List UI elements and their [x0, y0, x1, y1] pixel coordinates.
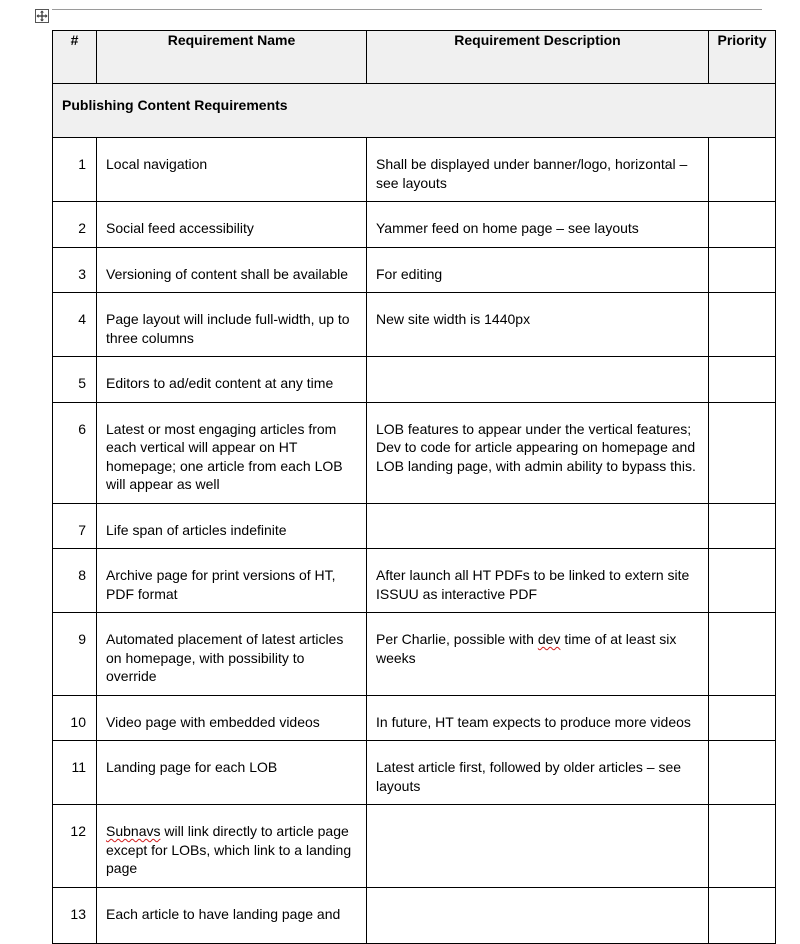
- requirement-description: After launch all HT PDFs to be linked to extern site ISSUU as interactive PDF: [376, 567, 690, 602]
- document-top-rule: [52, 9, 762, 10]
- row-number: 13: [70, 905, 86, 922]
- description-text: Per Charlie, possible with: [376, 631, 538, 647]
- row-number: 2: [78, 220, 86, 236]
- priority-cell: [709, 202, 775, 228]
- requirement-description: Shall be displayed under banner/logo, horizontal – see layouts: [376, 156, 688, 191]
- priority-cell: [709, 805, 775, 831]
- requirement-description: [367, 357, 708, 383]
- requirement-name: Archive page for print versions of HT, PDF format: [106, 567, 336, 602]
- requirement-name: Latest or most engaging articles from each vertical will appear on HT homepage; one article from each LOB will appear as well: [106, 420, 343, 492]
- priority-cell: [709, 696, 775, 722]
- requirement-name: Each article to have landing page and: [106, 905, 341, 922]
- priority-cell: [709, 888, 775, 914]
- requirement-name: Video page with embedded videos: [106, 713, 320, 730]
- table-row: [53, 805, 776, 888]
- row-number: 6: [78, 420, 86, 437]
- row-number: 11: [71, 759, 86, 775]
- requirement-description: Latest article first, followed by older articles – see layouts: [376, 759, 682, 794]
- table-row: [53, 357, 776, 403]
- table-row: [53, 503, 776, 549]
- table-row: [53, 549, 776, 613]
- move-arrows-icon: [36, 10, 48, 22]
- requirement-description: [367, 613, 708, 676]
- requirement-name: Landing page for each LOB: [106, 759, 278, 775]
- row-number: 12: [70, 823, 86, 839]
- header-number: #: [53, 31, 97, 84]
- table-row: [53, 741, 776, 805]
- table-row: [53, 293, 776, 357]
- priority-cell: [709, 504, 775, 530]
- spellcheck-flagged-word[interactable]: dev: [537, 631, 561, 647]
- requirement-name: Social feed accessibility: [106, 220, 254, 236]
- row-number: 1: [78, 156, 86, 172]
- header-priority: Priority: [709, 31, 776, 84]
- requirements-table: [52, 30, 776, 944]
- priority-cell: [709, 293, 775, 319]
- table-row: [53, 887, 776, 943]
- table-row: [53, 402, 776, 503]
- requirement-name: [97, 805, 366, 887]
- table-row: [53, 138, 776, 202]
- priority-cell: [709, 741, 775, 767]
- requirement-name: Page layout will include full-width, up to three columns: [106, 311, 350, 346]
- section-row: [53, 84, 776, 138]
- table-row: [53, 202, 776, 248]
- requirement-description: Yammer feed on home page – see layouts: [376, 220, 639, 236]
- requirement-name: Local navigation: [106, 156, 208, 172]
- requirement-description: In future, HT team expects to produce more videos: [376, 713, 691, 730]
- requirement-description: New site width is 1440px: [376, 311, 531, 327]
- row-number: 9: [78, 631, 86, 647]
- priority-cell: [709, 613, 775, 639]
- requirement-name: Editors to ad/edit content at any time: [106, 375, 334, 391]
- row-number: 4: [78, 311, 86, 327]
- description-text: time of at least six weeks: [376, 631, 677, 666]
- spellcheck-flagged-word[interactable]: Subnavs: [106, 823, 161, 839]
- table-row: [53, 247, 776, 293]
- table-row: [53, 695, 776, 741]
- requirement-name: Versioning of content shall be available: [106, 265, 349, 282]
- table-header-row: [53, 31, 776, 84]
- row-number: 8: [78, 567, 86, 583]
- row-number: 10: [70, 713, 86, 730]
- priority-cell: [709, 357, 775, 383]
- requirement-description: [367, 504, 708, 530]
- requirement-name: Life span of articles indefinite: [106, 521, 287, 538]
- priority-cell: [709, 248, 775, 274]
- priority-cell: [709, 549, 775, 575]
- requirement-description: [367, 888, 708, 914]
- header-requirement-name: Requirement Name: [97, 31, 367, 84]
- requirement-description: For editing: [376, 265, 443, 282]
- table-move-handle-icon[interactable]: [35, 9, 49, 23]
- row-number: 7: [78, 521, 86, 538]
- requirement-name: Automated placement of latest articles on homepage, with possibility to override: [106, 631, 344, 684]
- priority-cell: [709, 403, 775, 429]
- requirement-description: LOB features to appear under the vertical features; Dev to code for article appearing on homepage and LOB landing page, with admin ability to bypass this.: [376, 420, 696, 474]
- priority-cell: [709, 138, 775, 164]
- row-number: 5: [78, 375, 86, 391]
- row-number: 3: [78, 265, 86, 282]
- header-requirement-description: Requirement Description: [367, 31, 709, 84]
- section-title: Publishing Content Requirements: [53, 84, 776, 138]
- table-row: [53, 613, 776, 696]
- requirement-description: [367, 805, 708, 831]
- name-text: will link directly to article page except for LOBs, which link to a landing page: [106, 823, 352, 876]
